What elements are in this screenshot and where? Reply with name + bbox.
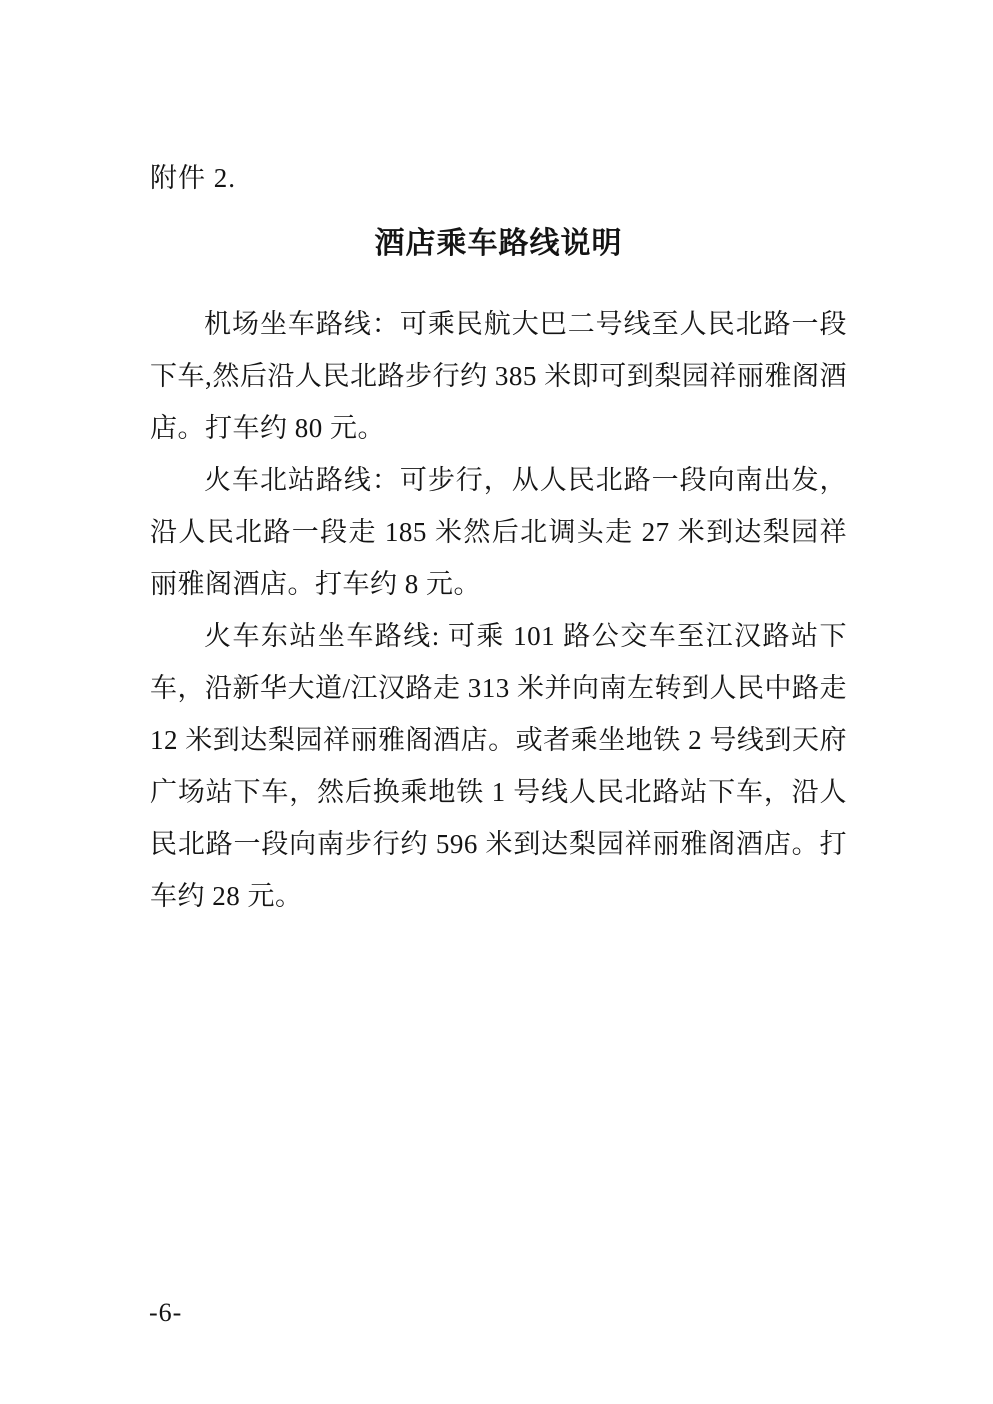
route-paragraph-east-railway-station: 火车东站坐车路线: 可乘 101 路公交车至江汉路站下车，沿新华大道/江汉路走 313 米并向南左转到人民中路走 12 米到达梨园祥丽雅阁酒店。或者乘坐地铁 2 号线到天府广场站下车，然后换乘地铁 1 号线人民北路站下车，沿人民北路一段向南步行约 596 米到达梨园祥丽雅阁酒店。打车约 28 元。 bbox=[150, 621, 848, 911]
document-body bbox=[150, 298, 847, 922]
route-paragraph-airport: 机场坐车路线：可乘民航大巴二号线至人民北路一段下车,然后沿人民北路步行约 385 米即可到梨园祥丽雅阁酒店。打车约 80 元。 bbox=[150, 309, 847, 443]
page-number: -6- bbox=[149, 1298, 183, 1327]
route-paragraph-north-railway-station: 火车北站路线：可步行，从人民北路一段向南出发，沿人民北路一段走 185 米然后北调头走 27 米到达梨园祥丽雅阁酒店。打车约 8 元。 bbox=[150, 465, 847, 599]
page-title: 酒店乘车路线说明 bbox=[374, 227, 623, 260]
attachment-label: 附件 2. bbox=[150, 163, 236, 193]
